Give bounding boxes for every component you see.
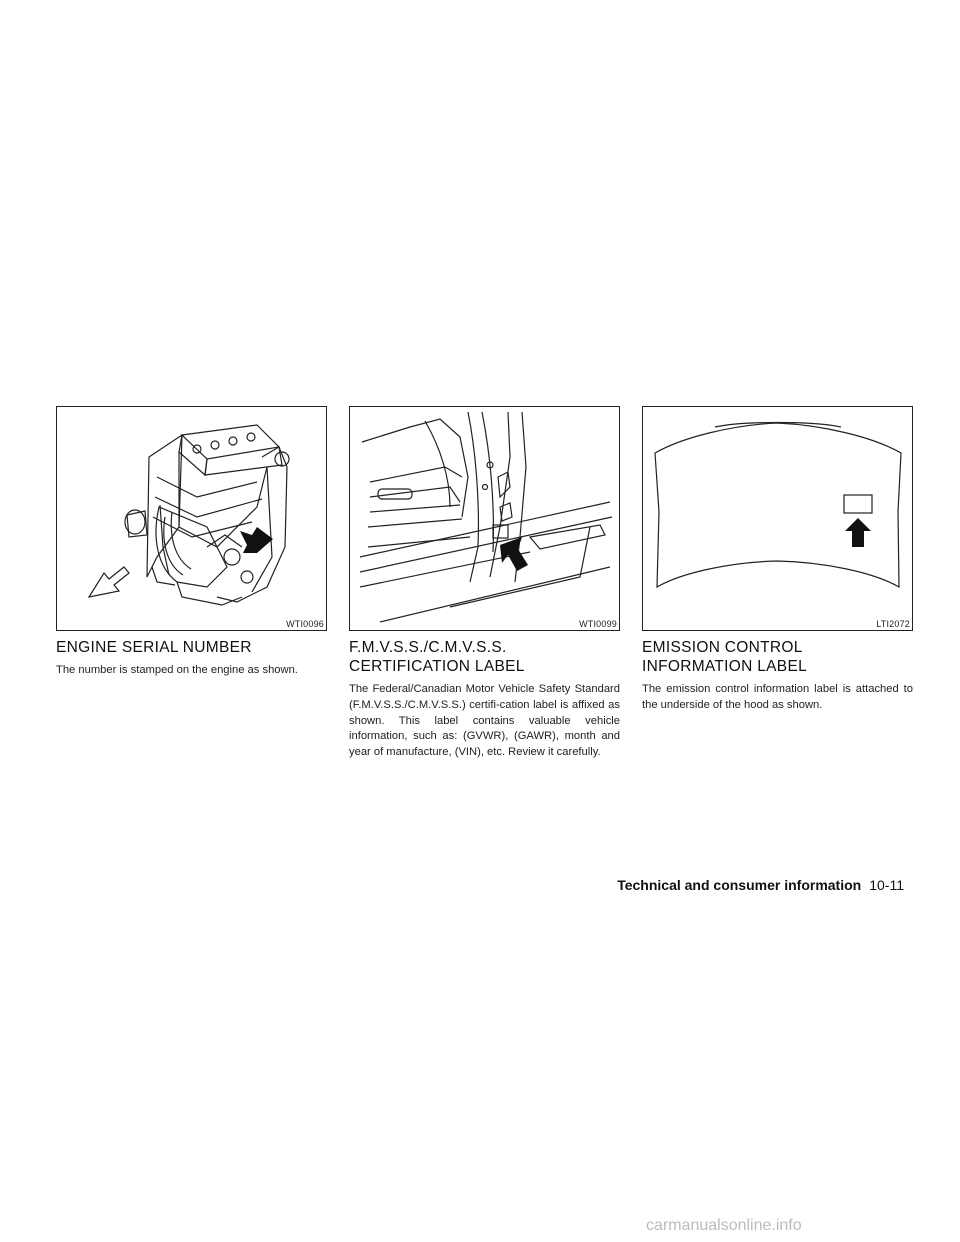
figure-code: WTI0096: [286, 619, 324, 629]
hood-illustration: [643, 407, 912, 630]
arrow-icon: [845, 518, 871, 547]
section-body: The number is stamped on the engine as shown.: [56, 664, 298, 676]
engine-illustration: [57, 407, 326, 630]
engine-serial-section: [56, 406, 327, 679]
door-pillar-figure: [349, 406, 620, 631]
engine-figure: [56, 406, 327, 631]
certification-label-section: [349, 406, 620, 761]
arrow-icon: [500, 537, 528, 571]
door-pillar-illustration: [350, 407, 619, 630]
hood-figure: [642, 406, 913, 631]
page-number: 10-11: [869, 877, 904, 893]
label-rectangle: [844, 495, 872, 513]
front-direction-arrow-icon: [89, 567, 129, 597]
footer-section-title: Technical and consumer information: [617, 877, 862, 893]
section-heading: F.M.V.S.S./C.M.V.S.S. CERTIFICATION LABEL: [349, 639, 525, 675]
section-body: The emission control information label is attached to the underside of the hood as shown.: [642, 683, 913, 711]
section-heading: ENGINE SERIAL NUMBER: [56, 639, 252, 656]
section-body: The Federal/Canadian Motor Vehicle Safety Standard (F.M.V.S.S./C.M.V.S.S.) certifi-cation label is affixed as shown. This label contains valuable vehicle information, such as: (GVWR), (GAWR), month and year of manufacture, (VIN), etc. Review it carefully.: [349, 683, 620, 759]
watermark: carmanualsonline.info: [646, 1217, 802, 1234]
page-footer: [617, 877, 904, 893]
figure-code: LTI2072: [876, 619, 910, 629]
emission-label-section: [642, 406, 913, 714]
arrow-icon: [240, 527, 273, 553]
figure-code: WTI0099: [579, 619, 617, 629]
section-heading: EMISSION CONTROL INFORMATION LABEL: [642, 639, 808, 675]
